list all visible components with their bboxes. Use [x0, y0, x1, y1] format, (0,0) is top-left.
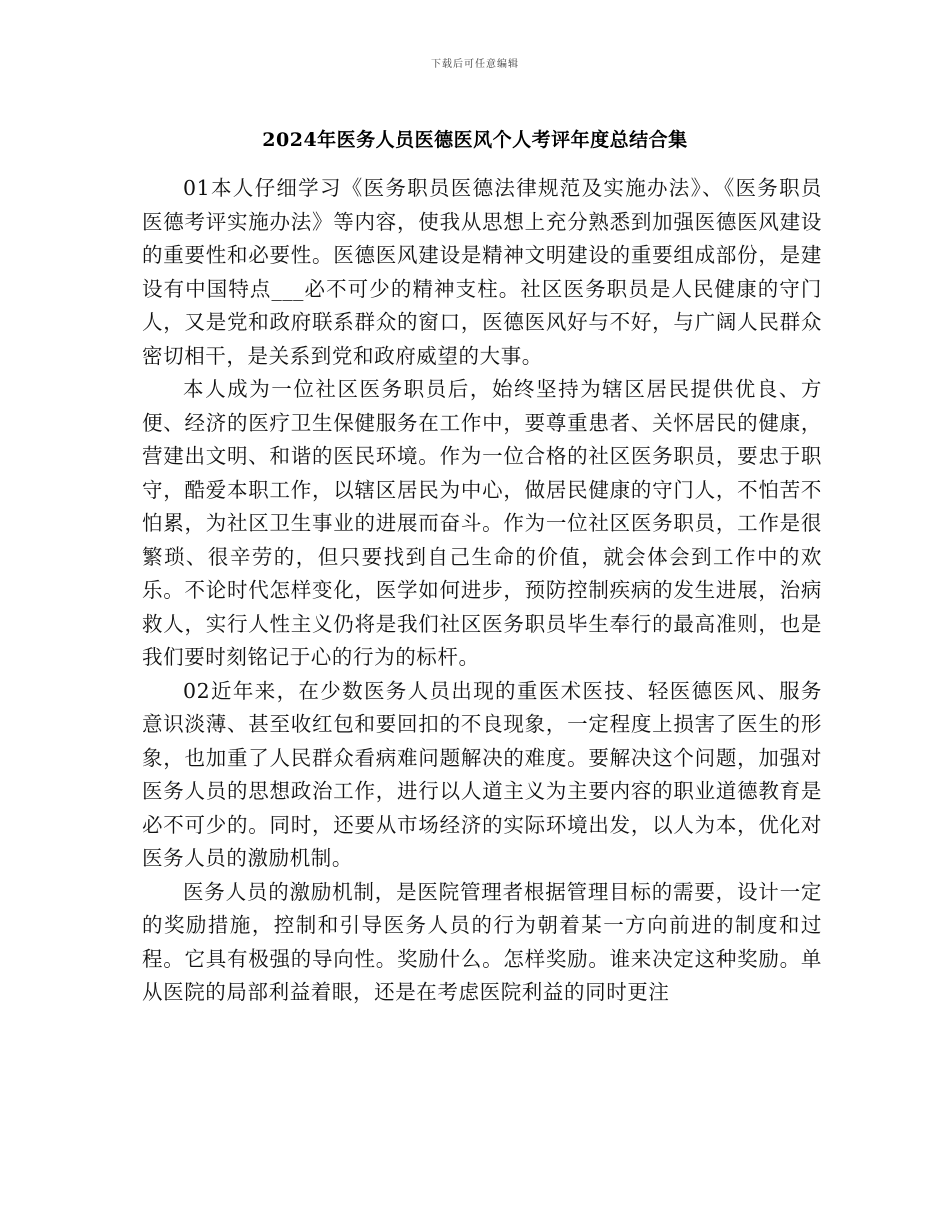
paragraph: 02近年来，在少数医务人员出现的重医术医技、轻医德医风、服务意识淡薄、甚至收红包和要回扣的不良现象，一定程度上损害了医生的形象，也加重了人民群众看病难问题解决的难度。要解决这个问题，加强对医务人员的思想政治工作，进行以人道主义为主要内容的职业道德教育是必不可少的。同时，还要从市场经济的实际环境出发，以人为本，优化对医务人员的激励机制。 — [142, 678, 822, 870]
paragraph: 01本人仔细学习《医务职员医德法律规范及实施办法》、《医务职员医德考评实施办法》等内容，使我从思想上充分熟悉到加强医德医风建设的重要性和必要性。医德医风建设是精神文明建设的重要组成部份，是建设有中国特点___必不可少的精神支柱。社区医务职员是人民健康的守门人，又是党和政府联系群众的窗口，医德医风好与不好，与广阔人民群众密切相干，是关系到党和政府威望的大事。 — [142, 176, 822, 368]
document-title: 2024年医务人员医德医风个人考评年度总结合集 — [262, 129, 688, 151]
header-note: 下载后可任意编辑 — [431, 59, 519, 70]
paragraph: 本人成为一位社区医务职员后，始终坚持为辖区居民提供优良、方便、经济的医疗卫生保健服务在工作中，要尊重患者、关怀居民的健康，营建出文明、和谐的医民环境。作为一位合格的社区医务职员，要忠于职守，酷爱本职工作，以辖区居民为中心，做居民健康的守门人，不怕苦不怕累，为社区卫生事业的进展而奋斗。作为一位社区医务职员，工作是很繁琐、很辛劳的，但只要找到自己生命的价值，就会体会到工作中的欢乐。不论时代怎样变化，医学如何进步，预防控制疾病的发生进展，治病救人，实行人性主义仍将是我们社区医务职员毕生奉行的最高准则，也是我们要时刻铭记于心的行为的标杆。 — [142, 377, 822, 669]
document-body — [142, 172, 822, 1010]
paragraph: 医务人员的激励机制，是医院管理者根据管理目标的需要，设计一定的奖励措施，控制和引导医务人员的行为朝着某一方向前进的制度和过程。它具有极强的导向性。奖励什么。怎样奖励。谁来决定这种奖励。单从医院的局部利益着眼，还是在考虑医院利益的同时更注 — [142, 879, 822, 1004]
